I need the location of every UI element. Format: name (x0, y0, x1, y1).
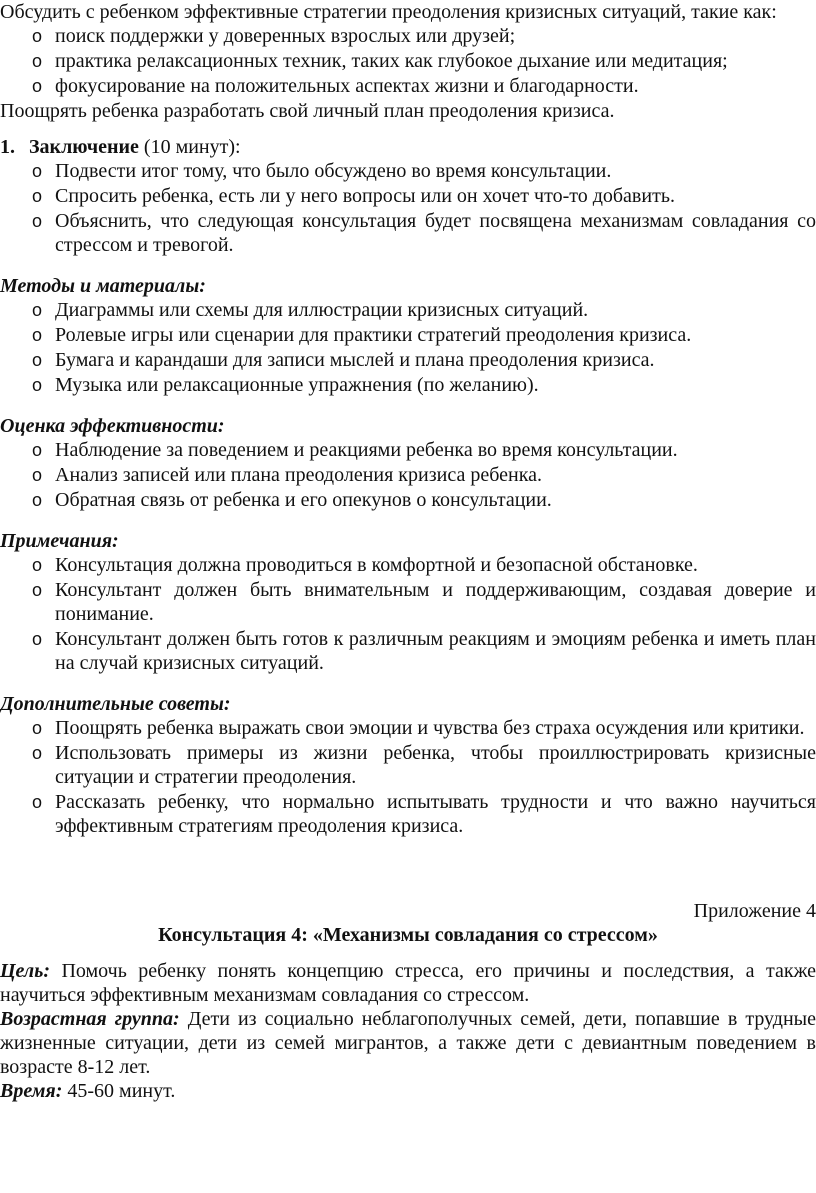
bullet-icon: o (32, 792, 43, 812)
conclusion-list (0, 159, 816, 257)
bullet-icon: o (32, 490, 43, 510)
bullet-icon: o (32, 51, 43, 71)
conclusion-heading (0, 135, 816, 159)
list-item: o Рассказать ребенку, что нормально испытывать трудности и что важно научиться эффективным стратегиям преодоления кризиса. (32, 791, 816, 837)
age-paragraph (0, 1007, 816, 1079)
bullet-icon: o (32, 580, 43, 600)
bullet-icon: o (32, 465, 43, 485)
bullet-icon: o (32, 350, 43, 370)
bullet-icon: o (32, 300, 43, 320)
list-item: o Консультант должен быть готов к различным реакциям и эмоциям ребенка и иметь план на случай кризисных ситуаций. (32, 628, 816, 674)
conclusion-number: 1. (0, 136, 15, 158)
list-item: o Поощрять ребенка выражать свои эмоции и чувства без страха осуждения или критики. (32, 717, 805, 739)
evaluation-heading: Оценка эффективности: (0, 415, 225, 437)
list-item: o Обратная связь от ребенка и его опекунов о консультации. (32, 489, 552, 511)
bullet-icon: o (32, 629, 43, 649)
list-item: o фокусирование на положительных аспектах жизни и благодарности. (32, 75, 639, 97)
evaluation-list (0, 438, 816, 512)
conclusion-title: Заключение (29, 136, 139, 158)
list-item: o Наблюдение за поведением и реакциями ребенка во время консультации. (32, 439, 678, 461)
bullet-icon: o (32, 76, 43, 96)
list-item: o Спросить ребенка, есть ли у него вопросы или он хочет что-то добавить. (32, 185, 675, 207)
notes-list (0, 553, 816, 675)
list-item: o Бумага и карандаши для записи мыслей и плана преодоления кризиса. (32, 349, 655, 371)
time-text: 45-60 минут. (62, 1080, 176, 1102)
tips-list (0, 716, 816, 838)
goal-text: Помочь ребенку понять концепцию стресса, его причины и последствия, а также научиться эффективным механизмам совладания со стрессом. (0, 960, 816, 1006)
list-item: o Ролевые игры или сценарии для практики стратегий преодоления кризиса. (32, 324, 692, 346)
goal-paragraph (0, 959, 816, 1007)
bullet-icon: o (32, 440, 43, 460)
list-item: o Использовать примеры из жизни ребенка, чтобы проиллюстрировать кризисные ситуации и стратегии преодоления. (32, 742, 816, 788)
intro-closing: Поощрять ребенка разработать свой личный план преодоления кризиса. (0, 100, 615, 122)
bullet-icon: o (32, 186, 43, 206)
age-label: Возрастная группа: (0, 1008, 180, 1030)
appendix-label: Приложение 4 (693, 900, 816, 922)
methods-heading: Методы и материалы: (0, 275, 206, 297)
notes-heading: Примечания: (0, 530, 119, 552)
list-item: o поиск поддержки у доверенных взрослых или друзей; (32, 25, 516, 47)
bullet-icon: o (32, 743, 43, 763)
conclusion-duration: (10 минут): (138, 136, 241, 158)
tips-heading: Дополнительные советы: (0, 693, 231, 715)
age-text: Дети из социально неблагополучных семей, дети, попавшие в трудные жизненные ситуации, дети из семей мигрантов, а также дети с девиантным поведением в возрасте 8-12 лет. (0, 1008, 816, 1078)
bullet-icon: o (32, 161, 43, 181)
intro-list (0, 24, 816, 98)
bullet-icon: o (32, 325, 43, 345)
bullet-icon: o (32, 211, 43, 231)
appendix-title: Консультация 4: «Механизмы совладания со стрессом» (158, 924, 658, 946)
methods-list (0, 298, 816, 397)
list-item: o практика релаксационных техник, таких как глубокое дыхание или медитация; (32, 50, 728, 72)
time-label: Время: (0, 1080, 63, 1102)
list-item: o Объяснить, что следующая консультация будет посвящена механизмам совладания со стрессом и тревогой. (32, 210, 816, 256)
bullet-icon: o (32, 718, 43, 738)
list-item: o Анализ записей или плана преодоления кризиса ребенка. (32, 464, 542, 486)
intro-paragraph: Обсудить с ребенком эффективные стратегии преодоления кризисных ситуаций, такие как: (0, 1, 777, 23)
list-item: o Подвести итог тому, что было обсуждено во время консультации. (32, 160, 612, 182)
list-item: o Консультация должна проводиться в комфортной и безопасной обстановке. (32, 554, 698, 576)
list-item: o Диаграммы или схемы для иллюстрации кризисных ситуаций. (32, 299, 589, 321)
list-item: o Музыка или релаксационные упражнения (по желанию). (32, 374, 539, 396)
time-paragraph (0, 1079, 816, 1103)
list-item: o Консультант должен быть внимательным и поддерживающим, создавая доверие и понимание. (32, 579, 816, 625)
bullet-icon: o (32, 375, 43, 395)
bullet-icon: o (32, 555, 43, 575)
bullet-icon: o (32, 26, 43, 46)
goal-label: Цель: (0, 960, 50, 982)
